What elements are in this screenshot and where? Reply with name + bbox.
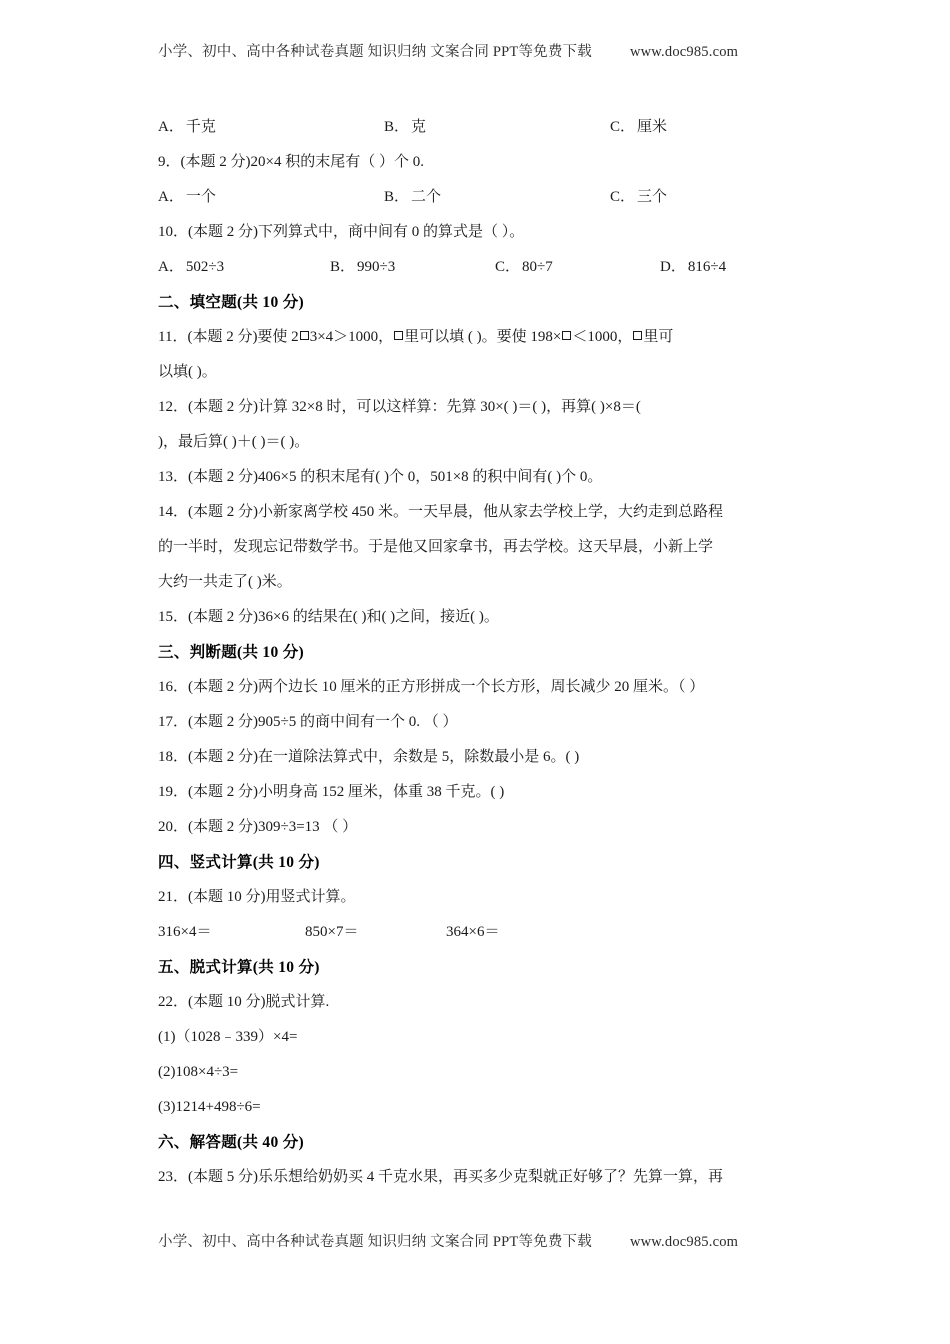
- option-b-label: B．: [384, 189, 410, 205]
- question-14-line-1: 14．(本题 2 分)小新家离学校 450 米。一天早晨，他从家去学校上学，大约走到总路程: [158, 504, 723, 520]
- question-10-stem: 10．(本题 2 分)下列算式中，商中间有 0 的算式是（ ）。: [158, 224, 525, 240]
- question-8-options: [158, 110, 794, 145]
- expression-1: 316×4＝: [158, 924, 212, 940]
- option-a-label: A．: [158, 119, 184, 135]
- option-b-text: 990÷3: [357, 259, 396, 275]
- option-d-label: D．: [660, 259, 686, 275]
- section-heading-step-calc: 五、脱式计算(共 10 分): [158, 959, 320, 976]
- option-a[interactable]: [158, 180, 216, 215]
- option-b[interactable]: [384, 110, 426, 145]
- question-22-stem: 22．(本题 10 分)脱式计算.: [158, 994, 330, 1010]
- square-box-icon: [394, 331, 403, 340]
- question-14-line-3: 大约一共走了( )米。: [158, 574, 292, 590]
- expression-2: 850×7＝: [305, 924, 359, 940]
- q11-part-e: 里可: [643, 329, 674, 345]
- q11-part-b: 3×4＞1000，: [309, 329, 394, 345]
- option-d-text: 816÷4: [687, 259, 727, 275]
- option-a[interactable]: [158, 250, 224, 285]
- header-watermark-url: www.doc985.com: [629, 44, 739, 60]
- question-22-item-3: (3)1214+498÷6=: [158, 1099, 261, 1115]
- option-b-label: B．: [330, 259, 356, 275]
- option-c-label: C．: [610, 119, 636, 135]
- question-19: 19．(本题 2 分)小明身高 152 厘米，体重 38 千克。( ): [158, 784, 505, 800]
- question-18: 18．(本题 2 分)在一道除法算式中，余数是 5，除数最小是 6。( ): [158, 749, 580, 765]
- option-b-text: 克: [411, 119, 427, 135]
- option-c[interactable]: [495, 250, 553, 285]
- option-a-label: A．: [158, 189, 184, 205]
- section-heading-true-false: 三、判断题(共 10 分): [158, 644, 304, 661]
- question-21-expressions: [158, 915, 794, 950]
- option-c-label: C．: [610, 189, 636, 205]
- section-heading-vertical-calc: 四、竖式计算(共 10 分): [158, 854, 320, 871]
- option-c-text: 三个: [637, 189, 668, 205]
- question-16: 16．(本题 2 分)两个边长 10 厘米的正方形拼成一个长方形，周长减少 20 厘米。（ ）: [158, 679, 705, 695]
- option-b-text: 二个: [411, 189, 442, 205]
- question-9-stem: 9．(本题 2 分)20×4 积的末尾有（ ）个 0.: [158, 154, 424, 170]
- option-b-label: B．: [384, 119, 410, 135]
- option-a-text: 一个: [185, 189, 216, 205]
- option-c-text: 80÷7: [522, 259, 553, 275]
- header-watermark-text: 小学、初中、高中各种试卷真题 知识归纳 文案合同 PPT等免费下载: [158, 44, 592, 60]
- question-17: 17．(本题 2 分)905÷5 的商中间有一个 0. （ ）: [158, 714, 458, 730]
- q11-part-c: 里可以填 ( )。要使 198×: [404, 329, 562, 345]
- square-box-icon: [633, 331, 642, 340]
- option-c-text: 厘米: [637, 119, 668, 135]
- question-11-line-1: [158, 320, 794, 355]
- footer-watermark-text: 小学、初中、高中各种试卷真题 知识归纳 文案合同 PPT等免费下载: [158, 1234, 592, 1250]
- footer-watermark: [158, 1230, 792, 1251]
- option-c-label: C．: [495, 259, 521, 275]
- question-10-options: [158, 250, 794, 285]
- option-a-text: 502÷3: [185, 259, 225, 275]
- question-15: 15．(本题 2 分)36×6 的结果在( )和( )之间，接近( )。: [158, 609, 499, 625]
- q11-part-d: ＜1000，: [572, 329, 633, 345]
- option-d[interactable]: [660, 250, 726, 285]
- expression-3: 364×6＝: [446, 924, 500, 940]
- q11-part-a: 11．(本题 2 分)要使 2: [158, 329, 299, 345]
- header-watermark: [158, 40, 792, 61]
- question-20: 20．(本题 2 分)309÷3=13 （ ）: [158, 819, 358, 835]
- question-13: 13．(本题 2 分)406×5 的积末尾有( )个 0，501×8 的积中间有( )个 0。: [158, 469, 603, 485]
- section-heading-fill-in-blank: 二、填空题(共 10 分): [158, 294, 304, 311]
- square-box-icon: [300, 331, 309, 340]
- footer-watermark-url: www.doc985.com: [629, 1234, 739, 1250]
- question-14-line-2: 的一半时，发现忘记带数学书。于是他又回家拿书，再去学校。这天早晨，小新上学: [158, 539, 714, 555]
- option-c[interactable]: [610, 110, 667, 145]
- question-9-options: [158, 180, 794, 215]
- question-23: 23．(本题 5 分)乐乐想给奶奶买 4 千克水果，再买多少克梨就正好够了？先算一算，再: [158, 1169, 723, 1185]
- question-22-item-2: (2)108×4÷3=: [158, 1064, 239, 1080]
- question-12-line-1: 12．(本题 2 分)计算 32×8 时，可以这样算：先算 30×( )＝( )，再算( )×8＝(: [158, 399, 641, 415]
- option-a-label: A．: [158, 259, 184, 275]
- question-21-stem: 21．(本题 10 分)用竖式计算。: [158, 889, 356, 905]
- option-b[interactable]: [330, 250, 395, 285]
- option-a[interactable]: [158, 110, 216, 145]
- square-box-icon: [562, 331, 571, 340]
- option-b[interactable]: [384, 180, 441, 215]
- exam-content: [158, 110, 794, 1195]
- option-c[interactable]: [610, 180, 667, 215]
- question-11-line-2: 以填( )。: [158, 364, 217, 380]
- section-heading-answer-questions: 六、解答题(共 40 分): [158, 1134, 304, 1151]
- option-a-text: 千克: [185, 119, 216, 135]
- question-12-line-2: )，最后算( )＋( )＝( )。: [158, 434, 310, 450]
- question-22-item-1: (1)（1028﹣339）×4=: [158, 1029, 298, 1045]
